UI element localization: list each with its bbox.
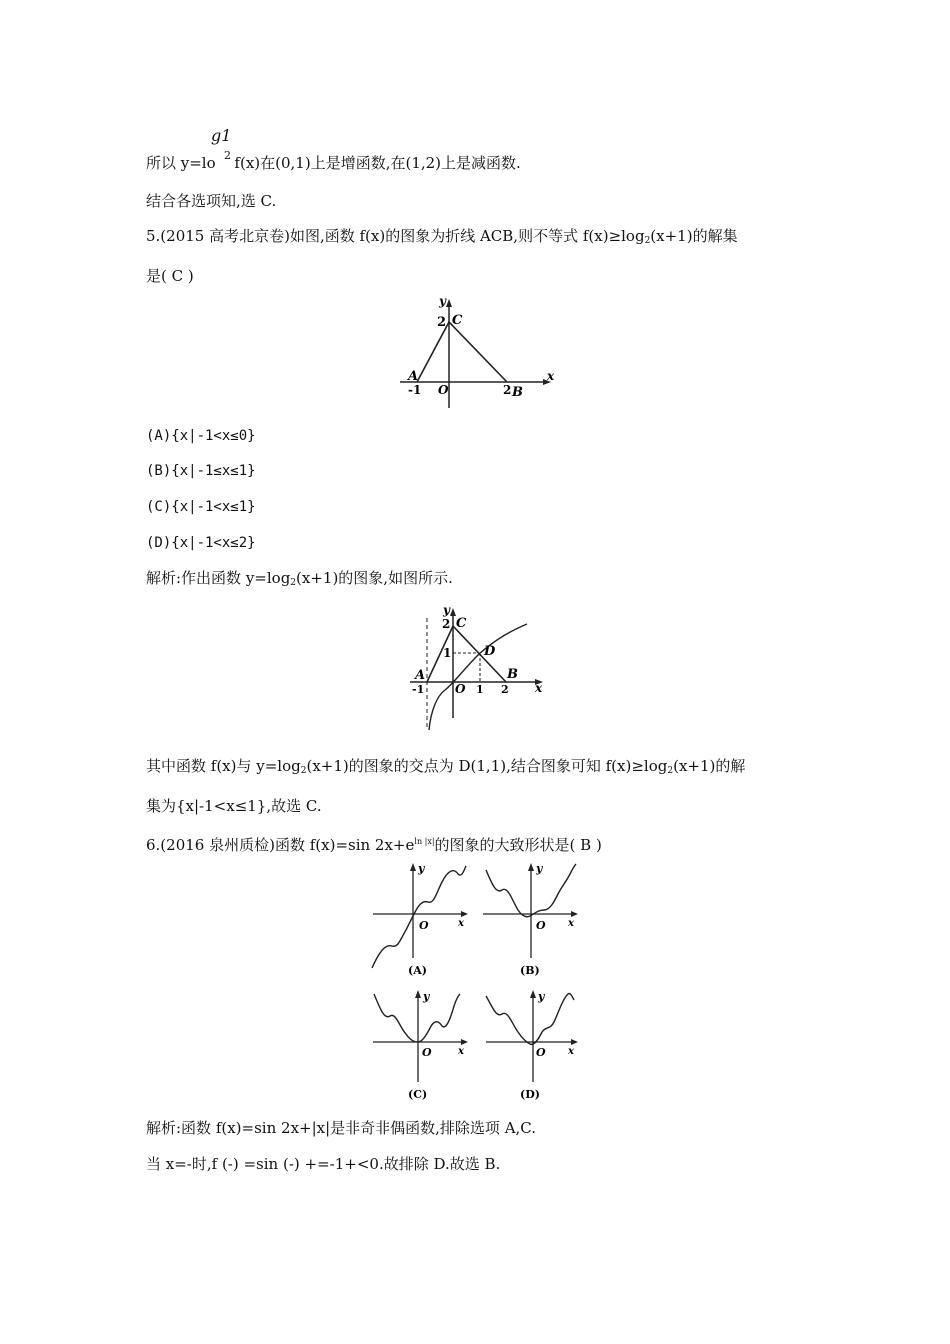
graph-d-y-label: y [538, 990, 545, 1003]
q6-analysis-line1: 解析:函数 f(x)=sin 2x+|x|是非奇非偶函数,排除选项 A,C. [146, 1119, 537, 1137]
q5-conc-b: (x+1)的图象的交点为 D(1,1),结合图象可知 f(x)≥log [306, 757, 668, 775]
figure-1-graph [395, 290, 560, 410]
q5-conc-a: 其中函数 f(x)与 y=log [146, 757, 301, 775]
fig1-point-C: C [452, 313, 463, 328]
q5-conc-sub: 2 [300, 766, 307, 776]
fig1-point-A: A [408, 369, 419, 384]
q6-analysis-line2: 当 x=-时,f (-) =sin (-) +=-1+<0.故排除 D.故选 B. [146, 1155, 501, 1173]
fig2-x-label: x [535, 681, 543, 695]
fig1-x-label: x [547, 369, 555, 383]
graph-option-d [486, 990, 578, 1100]
graph-c-x-label: x [458, 1046, 464, 1057]
q5-stem [146, 226, 738, 251]
graph-option-a [372, 862, 468, 977]
q5-analysis-b: (x+1)的图象,如图所示. [296, 569, 453, 587]
q5-stem-a: 5.(2015 高考北京卷)如图,函数 f(x)的图象为折线 ACB,则不等式 f(x)≥log [146, 227, 645, 245]
q5-stem-line2: 是( C ) [146, 267, 194, 285]
graph-b-origin: O [536, 919, 546, 932]
q5-option-c: (C){x|-1<x≤1} [146, 499, 256, 515]
fig2-point-D: D [484, 644, 496, 659]
graph-d-caption: (D) [520, 1088, 540, 1100]
q5-option-a: (A){x|-1<x≤0} [146, 428, 256, 444]
q6-stem [146, 832, 602, 855]
paragraph-1 [146, 153, 521, 173]
figure-2-graph [405, 600, 555, 732]
graph-a-x-label: x [458, 918, 464, 929]
q6-stem-b: 的图象的大致形状是( B ) [434, 836, 602, 854]
q5-conclusion-line2: 集为{x|-1<x≤1},故选 C. [146, 797, 322, 815]
q5-analysis-sub: 2 [290, 578, 297, 588]
fig2-origin: O [455, 682, 466, 696]
fig2-point-C: C [456, 616, 467, 631]
fig1-tick-2x: 2 [503, 383, 512, 397]
fig1-tick-m1: -1 [408, 383, 422, 397]
graph-c-y-label: y [423, 990, 430, 1003]
q6-stem-sup: ln |x| [414, 837, 435, 846]
fig2-point-A: A [415, 668, 426, 683]
q5-stem-sub: 2 [644, 236, 651, 246]
fig2-tick-m1: -1 [412, 683, 425, 696]
fig1-polyline-ACB [417, 322, 507, 382]
fig2-tick-1y: 1 [443, 646, 452, 660]
q5-conc-sub2: 2 [667, 766, 674, 776]
para1-text-a: 所以 y=lo [146, 154, 221, 172]
q5-stem-b: (x+1)的解集 [650, 227, 738, 245]
fig1-point-B: B [512, 385, 523, 400]
fig1-origin: O [438, 383, 449, 397]
graph-b-y-label: y [536, 862, 543, 875]
q5-option-b: (B){x|-1≤x≤1} [146, 463, 256, 479]
q5-analysis-a: 解析:作出函数 y=log [146, 569, 291, 587]
graph-c-origin: O [422, 1046, 432, 1059]
fig2-y-label: y [443, 603, 450, 617]
graph-a-origin: O [419, 919, 429, 932]
graph-d-origin: O [536, 1046, 546, 1059]
graph-a-caption: (A) [408, 964, 427, 977]
q5-option-d: (D){x|-1<x≤2} [146, 535, 256, 551]
graph-option-c [373, 990, 468, 1100]
graph-c-caption: (C) [408, 1088, 428, 1100]
q5-conclusion-line1 [146, 756, 745, 781]
q5-conc-c: (x+1)的解 [673, 757, 746, 775]
fig2-tick-2x: 2 [501, 683, 509, 696]
fig1-tick-2y: 2 [437, 315, 447, 330]
figure-3-graphs [368, 860, 590, 1100]
q5-analysis [146, 568, 453, 593]
fig2-tick-1x: 1 [476, 683, 484, 696]
graph-b-x-label: x [568, 918, 574, 929]
graph-b-caption: (B) [520, 964, 540, 977]
graph-d-x-label: x [568, 1046, 574, 1057]
graph-a-y-label: y [418, 862, 425, 875]
graph-option-b [483, 862, 578, 977]
paragraph-2: 结合各选项知,选 C. [146, 192, 277, 210]
para1-text-b: f(x)在(0,1)上是增函数,在(1,2)上是减函数. [234, 154, 521, 172]
fig2-y-arrow [450, 608, 456, 616]
g1-fragment: g1 [211, 126, 232, 145]
fig1-y-label: y [439, 294, 446, 308]
fig1-y-arrow [446, 299, 452, 307]
half-fragment: 2 [224, 149, 231, 162]
q6-stem-a: 6.(2016 泉州质检)函数 f(x)=sin 2x+e [146, 836, 415, 854]
fig2-point-B: B [507, 667, 518, 682]
fig2-tick-2y: 2 [442, 617, 451, 631]
